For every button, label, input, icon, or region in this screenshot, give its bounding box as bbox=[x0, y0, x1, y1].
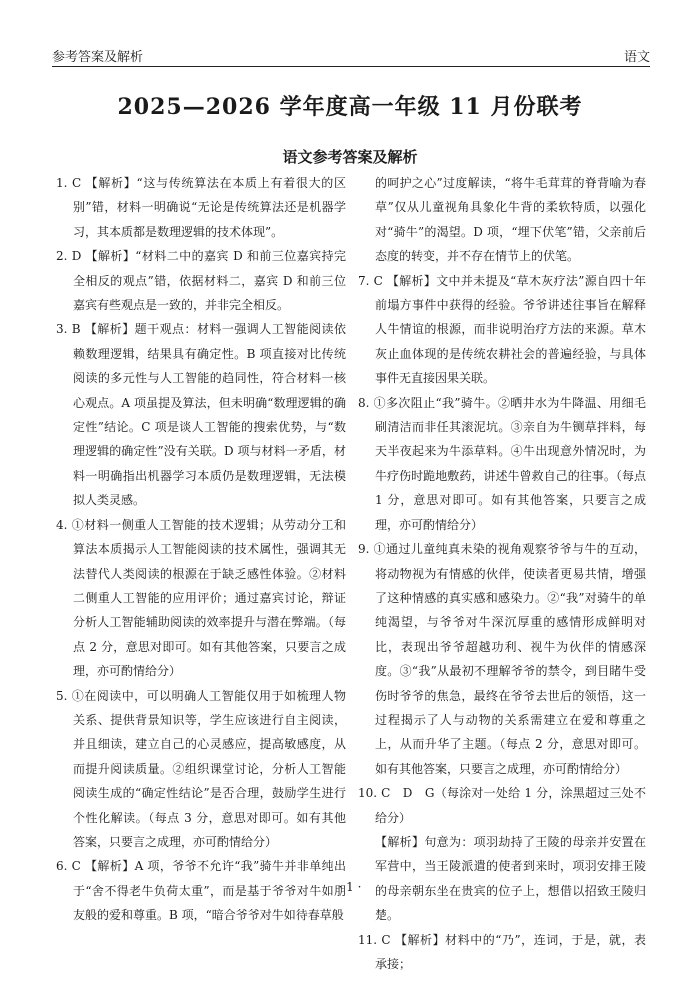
answer-item-10-analysis: 【解析】句意为：项羽劫持了王陵的母亲并安置在军营中，当王陵派遣的使者到来时，项羽安排王陵的母亲朝东坐在贵宾的位子上，想借以招致王陵归楚。 bbox=[375, 834, 646, 923]
left-column bbox=[56, 171, 346, 928]
header-subject: 语文 bbox=[623, 50, 650, 65]
page-number: · 1 · bbox=[338, 880, 362, 894]
answer-item-5: 5. ①在阅读中，可以明确人工智能仅用于如梳理人物关系、提供背景知识等，学生应该进行自主阅读，并且细读，建立自己的心灵感应，提高敏感度，从而提升阅读质量。②组织课堂讨论，分析人工智能阅读生成的“确定性结论”是否合理，鼓励学生进行个性化解读。（每点 3 分，意思对即可。如有其他答案，只要言之成理，亦可酌情给分） bbox=[56, 688, 346, 849]
answer-item-9: 9. ①通过儿童纯真未染的视角观察爷爷与牛的互动，将动物视为有情感的伙伴，使读者更易共情，增强了这种情感的真实感和感染力。②“我”对骑牛的单纯渴望，与爷爷对牛深沉厚重的感情形成鲜明对比，表现出爷爷超越功利、视牛为伙伴的情感深度。③“我”从最初不理解爷爷的禁令，到目睹牛受伤时爷爷的焦急，最终在爷爷去世后的领悟，这一过程揭示了人与动物的关系需建立在爱和尊重之上，从而升华了主题。（每点 2 分，意思对即可。如有其他答案，只要言之成理，亦可酌情给分） bbox=[358, 542, 646, 776]
answer-item-10: 10. C D G（每涂对一处给 1 分，涂黑超过三处不给分） bbox=[358, 786, 646, 825]
answer-item-6: 6. C 【解析】A 项，爷爷不允许“我”骑牛并非单纯出于“舍不得老牛负荷太重”，而是基于爷爷对牛如朋友般的爱和尊重。B 项，“暗合爷爷对牛如待春草般 bbox=[56, 859, 346, 923]
answer-item-6-cont: 的呵护之心”过度解读，“将牛毛茸茸的脊背喻为春草”仅从儿童视角具象化牛背的柔软特质，以强化对“骑牛”的渴望。D 项，“埋下伏笔”错，父亲前后态度的转变，并不存在情节上的伏笔。 bbox=[375, 176, 646, 264]
answer-item-4: 4. ①材料一侧重人工智能的技术逻辑；从劳动分工和算法本质揭示人工智能阅读的技术属性，强调其无法替代人类阅读的根源在于缺乏感性体验。②材料二侧重人工智能的应用评价；通过嘉宾讨论，辩证分析人工智能辅助阅读的效率提升与潜在弊端。（每点 2 分，意思对即可。如有其他答案，只要言之成理，亦可酌情给分） bbox=[56, 517, 346, 679]
answer-item-1: 1. C 【解析】“这与传统算法在本质上有着很大的区别”错，材料一明确说“无论是传统算法还是机器学习，其本质都是数理逻辑的技术体现”。 bbox=[56, 176, 346, 239]
right-column bbox=[358, 171, 646, 976]
page-subtitle: 语文参考答案及解析 bbox=[282, 148, 418, 166]
answer-item-7: 7. C 【解析】文中并未提及“草木灰疗法”源自四十年前塌方事件中获得的经验。爷爷讲述往事旨在解释人牛情谊的根源，而非说明治疗方法的来源。草木灰止血体现的是传统农耕社会的普遍经验，与具体事件无直接因果关联。 bbox=[358, 273, 646, 386]
answer-item-2: 2. D 【解析】“材料二中的嘉宾 D 和前三位嘉宾持完全相反的观点”错，依据材料二，嘉宾 D 和前三位嘉宾有些观点是一致的，并非完全相反。 bbox=[56, 249, 346, 313]
answer-item-3: 3. B 【解析】题干观点：材料一强调人工智能阅读依赖数理逻辑，结果具有确定性。B 项直接对比传统阅读的多元性与人工智能的趋同性，符合材料一核心观点。A 项虽提及算法，但未明确“数理逻辑的确定性”结论。C 项是谈人工智能的搜索优势，与“数理逻辑的确定性”没有关联。D 项与材料一矛盾，材料一明确指出机器学习本质仍是数理逻辑，无法模拟人类灵感。 bbox=[56, 322, 346, 508]
answer-item-11: 11. C 【解析】材料中的“乃”，连词，于是，就，表承接； bbox=[358, 932, 646, 971]
page-title: 2025—2026 学年度高一年级 11 月份联考 bbox=[117, 94, 583, 120]
header-left: 参考答案及解析 bbox=[52, 50, 144, 65]
page-header bbox=[52, 44, 650, 67]
answer-item-8: 8. ①多次阻止“我”骑牛。②晒井水为牛降温、用细毛刷清洁而非任其滚泥坑。③亲自为牛铡草拌料，每天半夜起来为牛添草料。④牛出现意外情况时，为牛疗伤时跪地敷药，讲述牛曾救自己的往事。（每点 1 分，意思对即可。如有其他答案，只要言之成理，亦可酌情给分） bbox=[358, 395, 646, 532]
